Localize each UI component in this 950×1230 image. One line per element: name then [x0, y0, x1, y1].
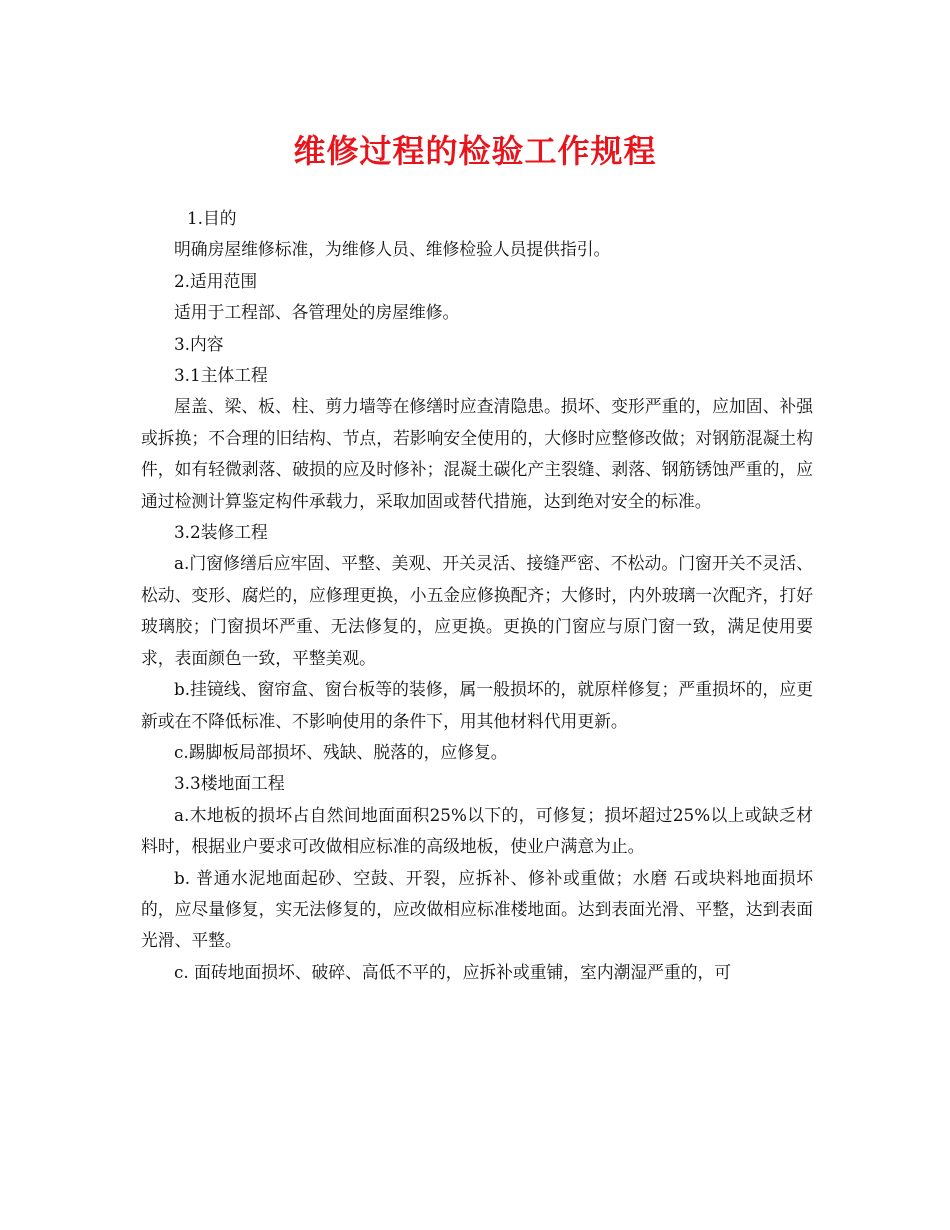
- subsection-heading-floors: 3.3楼地面工程: [174, 773, 285, 794]
- paragraph-tile-floor: c. 面砖地面损坏、破碎、高低不平的，应拆补或重铺，室内潮湿严重的，可: [174, 961, 732, 982]
- section-heading-purpose: 1.目的: [187, 208, 237, 228]
- subsection-heading-decoration: 3.2装修工程: [174, 522, 268, 543]
- paragraph-trim-fixtures: b.挂镜线、窗帘盒、窗台板等的装修，属一般损坏的，就原样修复；严重损坏的，应更新或在不降低标准、不影响使用的条件下，用其他材料代用更新。: [141, 679, 813, 731]
- subsection-heading-main-structure: 3.1主体工程: [174, 365, 268, 386]
- paragraph-wood-floor: a.木地板的损坏占自然间地面面积25%以下的，可修复；损坏超过25%以上或缺乏材料时，根据业户要求可改做相应标准的高级地板，使业户满意为止。: [141, 804, 813, 857]
- paragraph-cement-floor: b. 普通水泥地面起砂、空鼓、开裂，应拆补、修补或重做；水磨 石或块料地面损坏的，应尽量修复，实无法修复的，应改做相应标准楼地面。达到表面光滑、平整，达到表面光滑、平整。: [141, 867, 813, 951]
- document-title: 维修过程的检验工作规程: [293, 132, 657, 170]
- section-heading-scope: 2.适用范围: [174, 270, 258, 291]
- section-heading-content: 3.内容: [174, 333, 224, 354]
- document-body: [141, 203, 813, 988]
- paragraph-scope: 适用于工程部、各管理处的房屋维修。: [174, 302, 460, 323]
- paragraph-doors-windows: a.门窗修缮后应牢固、平整、美观、开关灵活、接缝严密、不松动。门窗开关不灵活、松动、变形、腐烂的，应修理更换，小五金应修换配齐；大修时，内外玻璃一次配齐，打好玻璃胶；门窗损坏严重、无法修复的，应更换。更换的门窗应与原门窗一致，满足使用要求，表面颜色一致，平整美观。: [141, 553, 813, 668]
- paragraph-purpose: 明确房屋维修标准，为维修人员、维修检验人员提供指引。: [174, 239, 611, 260]
- paragraph-skirting: c.踢脚板局部损坏、残缺、脱落的，应修复。: [174, 741, 508, 762]
- paragraph-main-structure: 屋盖、梁、板、柱、剪力墙等在修缮时应查清隐患。损坏、变形严重的，应加固、补强或拆换；不合理的旧结构、节点，若影响安全使用的，大修时应整修改做；对钢筋混凝土构件，如有轻微剥落、破损的应及时修补；混凝土碳化产主裂缝、剥落、钢筋锈蚀严重的，应通过检测计算鉴定构件承载力，采取加固或替代措施，达到绝对安全的标准。: [141, 396, 813, 511]
